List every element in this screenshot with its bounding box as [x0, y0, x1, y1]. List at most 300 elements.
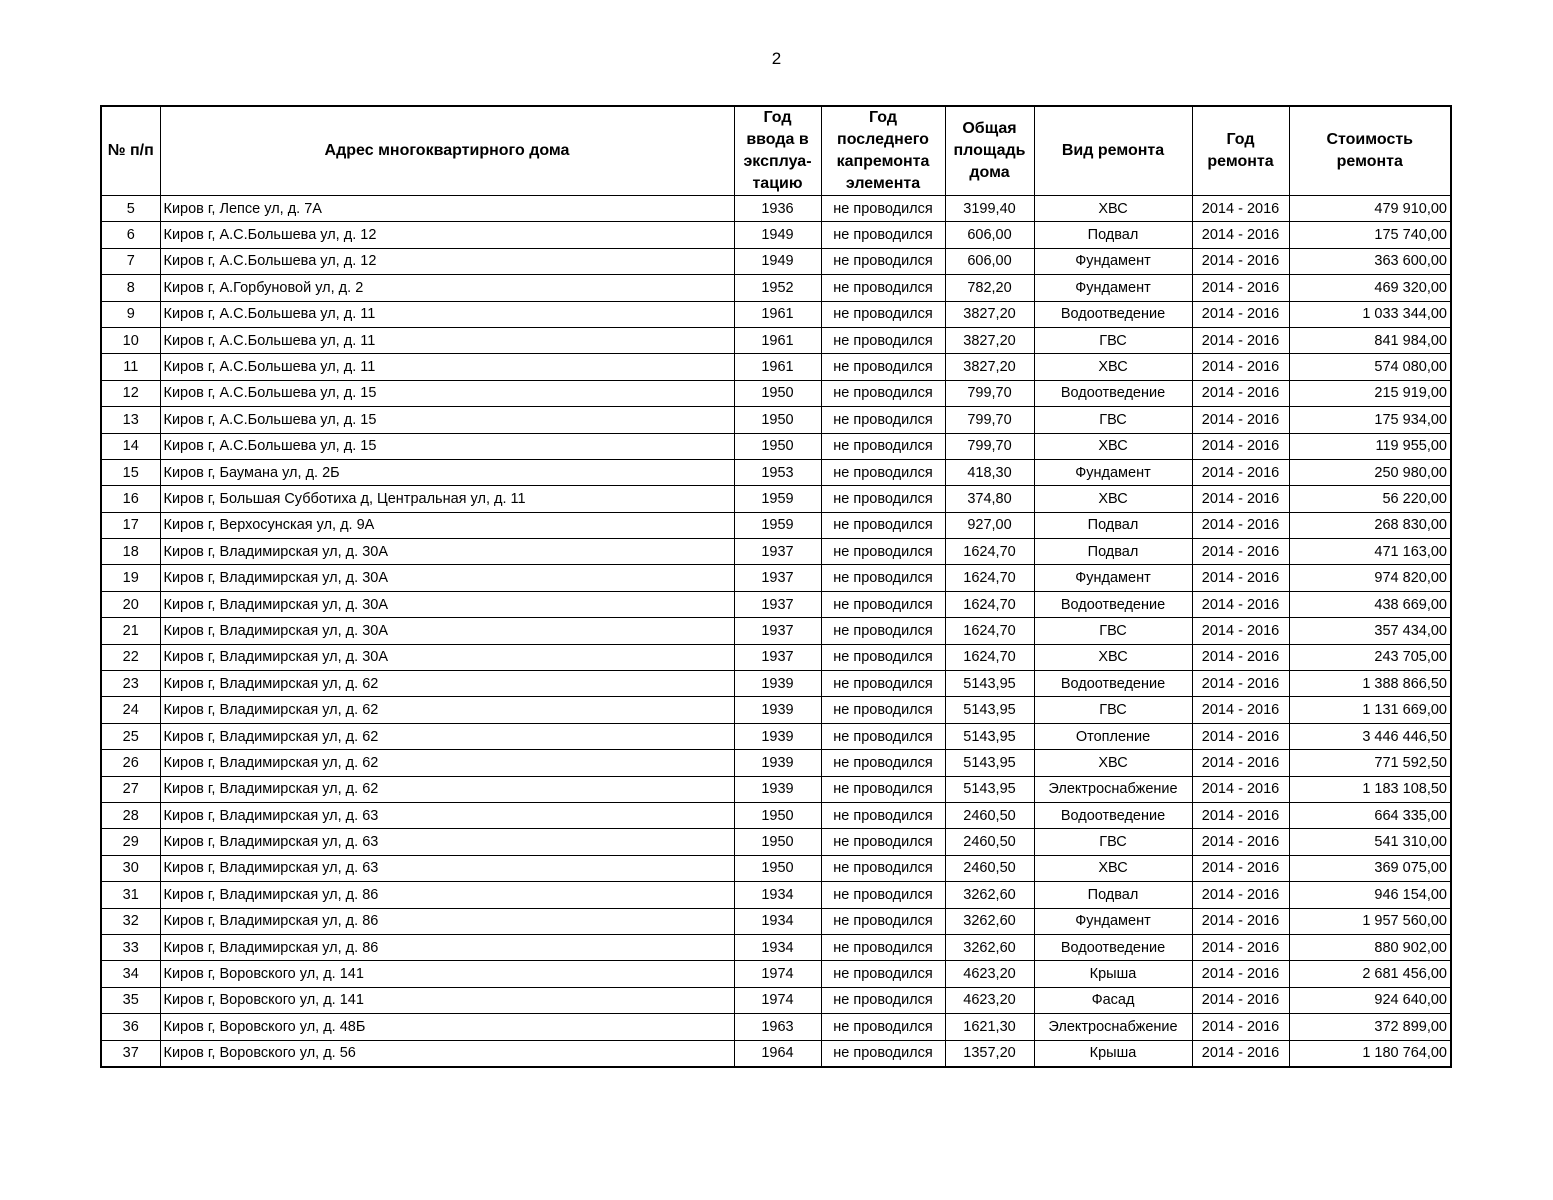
cell-num: 11 — [101, 354, 160, 380]
cell-num: 23 — [101, 671, 160, 697]
cell-repair-year: 2014 - 2016 — [1192, 196, 1289, 222]
cell-address: Киров г, Владимирская ул, д. 62 — [160, 671, 734, 697]
cell-repair-type: Подвал — [1034, 222, 1192, 248]
cell-year-built: 1937 — [734, 565, 821, 591]
cell-year-built: 1974 — [734, 987, 821, 1013]
cell-year-built: 1934 — [734, 934, 821, 960]
repair-table — [100, 105, 1452, 1068]
cell-repair-type: Электроснабжение — [1034, 1014, 1192, 1040]
cell-repair-year: 2014 - 2016 — [1192, 354, 1289, 380]
cell-num: 12 — [101, 380, 160, 406]
cell-last-repair: не проводился — [821, 671, 945, 697]
cell-cost: 574 080,00 — [1289, 354, 1451, 380]
cell-address: Киров г, Владимирская ул, д. 30А — [160, 618, 734, 644]
cell-year-built: 1959 — [734, 486, 821, 512]
cell-num: 6 — [101, 222, 160, 248]
cell-repair-type: Крыша — [1034, 1040, 1192, 1067]
cell-repair-type: Фасад — [1034, 987, 1192, 1013]
cell-area: 799,70 — [945, 433, 1034, 459]
table-row — [101, 433, 1451, 459]
cell-repair-year: 2014 - 2016 — [1192, 407, 1289, 433]
table-row — [101, 275, 1451, 301]
cell-repair-type: Подвал — [1034, 882, 1192, 908]
cell-address: Киров г, А.С.Большева ул, д. 11 — [160, 301, 734, 327]
cell-address: Киров г, Владимирская ул, д. 63 — [160, 829, 734, 855]
cell-cost: 541 310,00 — [1289, 829, 1451, 855]
table-row — [101, 882, 1451, 908]
cell-area: 3827,20 — [945, 354, 1034, 380]
cell-address: Киров г, А.С.Большева ул, д. 15 — [160, 407, 734, 433]
cell-num: 9 — [101, 301, 160, 327]
cell-area: 1624,70 — [945, 591, 1034, 617]
header-year-built: Год ввода в эксплуа-тацию — [734, 106, 821, 196]
cell-cost: 372 899,00 — [1289, 1014, 1451, 1040]
cell-repair-year: 2014 - 2016 — [1192, 486, 1289, 512]
cell-last-repair: не проводился — [821, 1040, 945, 1067]
cell-address: Киров г, А.С.Большева ул, д. 11 — [160, 327, 734, 353]
cell-num: 14 — [101, 433, 160, 459]
cell-last-repair: не проводился — [821, 961, 945, 987]
cell-repair-year: 2014 - 2016 — [1192, 829, 1289, 855]
cell-last-repair: не проводился — [821, 855, 945, 881]
table-row — [101, 380, 1451, 406]
cell-repair-year: 2014 - 2016 — [1192, 459, 1289, 485]
cell-address: Киров г, А.Горбуновой ул, д. 2 — [160, 275, 734, 301]
cell-repair-type: ХВС — [1034, 855, 1192, 881]
cell-repair-year: 2014 - 2016 — [1192, 327, 1289, 353]
cell-cost: 175 934,00 — [1289, 407, 1451, 433]
cell-num: 8 — [101, 275, 160, 301]
cell-area: 5143,95 — [945, 750, 1034, 776]
cell-repair-type: ХВС — [1034, 644, 1192, 670]
cell-num: 33 — [101, 934, 160, 960]
cell-repair-type: ГВС — [1034, 618, 1192, 644]
cell-repair-year: 2014 - 2016 — [1192, 723, 1289, 749]
cell-last-repair: не проводился — [821, 327, 945, 353]
cell-area: 3262,60 — [945, 908, 1034, 934]
cell-cost: 1 033 344,00 — [1289, 301, 1451, 327]
cell-num: 24 — [101, 697, 160, 723]
cell-address: Киров г, Воровского ул, д. 56 — [160, 1040, 734, 1067]
cell-last-repair: не проводился — [821, 697, 945, 723]
cell-num: 30 — [101, 855, 160, 881]
cell-last-repair: не проводился — [821, 618, 945, 644]
cell-cost: 1 183 108,50 — [1289, 776, 1451, 802]
cell-repair-type: ХВС — [1034, 486, 1192, 512]
cell-last-repair: не проводился — [821, 433, 945, 459]
table-row — [101, 248, 1451, 274]
cell-area: 606,00 — [945, 248, 1034, 274]
cell-cost: 357 434,00 — [1289, 618, 1451, 644]
cell-area: 1624,70 — [945, 644, 1034, 670]
header-repair-year: Год ремонта — [1192, 106, 1289, 196]
cell-repair-type: ХВС — [1034, 433, 1192, 459]
cell-num: 10 — [101, 327, 160, 353]
cell-area: 1624,70 — [945, 565, 1034, 591]
table-row — [101, 987, 1451, 1013]
cell-repair-year: 2014 - 2016 — [1192, 987, 1289, 1013]
cell-address: Киров г, Большая Субботиха д, Центральная ул, д. 11 — [160, 486, 734, 512]
table-row — [101, 539, 1451, 565]
cell-address: Киров г, Владимирская ул, д. 30А — [160, 644, 734, 670]
cell-repair-year: 2014 - 2016 — [1192, 512, 1289, 538]
cell-repair-year: 2014 - 2016 — [1192, 644, 1289, 670]
cell-num: 20 — [101, 591, 160, 617]
cell-repair-year: 2014 - 2016 — [1192, 908, 1289, 934]
cell-last-repair: не проводился — [821, 987, 945, 1013]
cell-cost: 3 446 446,50 — [1289, 723, 1451, 749]
table-row — [101, 908, 1451, 934]
table-row — [101, 407, 1451, 433]
table-row — [101, 671, 1451, 697]
cell-year-built: 1939 — [734, 697, 821, 723]
cell-cost: 841 984,00 — [1289, 327, 1451, 353]
cell-last-repair: не проводился — [821, 750, 945, 776]
cell-area: 5143,95 — [945, 671, 1034, 697]
cell-area: 3199,40 — [945, 196, 1034, 222]
cell-last-repair: не проводился — [821, 776, 945, 802]
cell-repair-type: Фундамент — [1034, 275, 1192, 301]
cell-year-built: 1950 — [734, 829, 821, 855]
table-row — [101, 222, 1451, 248]
cell-address: Киров г, А.С.Большева ул, д. 15 — [160, 433, 734, 459]
cell-area: 5143,95 — [945, 697, 1034, 723]
cell-repair-type: ГВС — [1034, 407, 1192, 433]
cell-cost: 215 919,00 — [1289, 380, 1451, 406]
cell-repair-type: Фундамент — [1034, 565, 1192, 591]
cell-last-repair: не проводился — [821, 644, 945, 670]
cell-cost: 250 980,00 — [1289, 459, 1451, 485]
cell-repair-year: 2014 - 2016 — [1192, 961, 1289, 987]
cell-num: 18 — [101, 539, 160, 565]
cell-last-repair: не проводился — [821, 512, 945, 538]
cell-year-built: 1950 — [734, 802, 821, 828]
cell-year-built: 1939 — [734, 671, 821, 697]
cell-year-built: 1964 — [734, 1040, 821, 1067]
table-row — [101, 644, 1451, 670]
cell-area: 3827,20 — [945, 301, 1034, 327]
table-body — [101, 196, 1451, 1067]
cell-repair-type: Водоотведение — [1034, 301, 1192, 327]
cell-address: Киров г, А.С.Большева ул, д. 11 — [160, 354, 734, 380]
cell-cost: 268 830,00 — [1289, 512, 1451, 538]
cell-num: 15 — [101, 459, 160, 485]
cell-repair-type: Водоотведение — [1034, 671, 1192, 697]
cell-area: 2460,50 — [945, 829, 1034, 855]
cell-repair-year: 2014 - 2016 — [1192, 565, 1289, 591]
cell-repair-year: 2014 - 2016 — [1192, 750, 1289, 776]
cell-area: 2460,50 — [945, 802, 1034, 828]
cell-year-built: 1937 — [734, 591, 821, 617]
cell-year-built: 1949 — [734, 222, 821, 248]
cell-num: 22 — [101, 644, 160, 670]
cell-area: 3262,60 — [945, 882, 1034, 908]
table-row — [101, 723, 1451, 749]
cell-repair-type: ХВС — [1034, 196, 1192, 222]
cell-last-repair: не проводился — [821, 301, 945, 327]
header-last-repair: Год последнего капремонта элемента — [821, 106, 945, 196]
table-row — [101, 1040, 1451, 1067]
cell-last-repair: не проводился — [821, 908, 945, 934]
cell-year-built: 1961 — [734, 301, 821, 327]
cell-year-built: 1939 — [734, 750, 821, 776]
cell-num: 29 — [101, 829, 160, 855]
table-row — [101, 829, 1451, 855]
cell-cost: 469 320,00 — [1289, 275, 1451, 301]
cell-cost: 363 600,00 — [1289, 248, 1451, 274]
cell-area: 4623,20 — [945, 987, 1034, 1013]
cell-last-repair: не проводился — [821, 380, 945, 406]
cell-last-repair: не проводился — [821, 196, 945, 222]
table-row — [101, 1014, 1451, 1040]
cell-repair-type: Крыша — [1034, 961, 1192, 987]
cell-area: 418,30 — [945, 459, 1034, 485]
cell-repair-year: 2014 - 2016 — [1192, 1040, 1289, 1067]
cell-repair-type: ХВС — [1034, 750, 1192, 776]
cell-address: Киров г, Владимирская ул, д. 86 — [160, 908, 734, 934]
cell-cost: 974 820,00 — [1289, 565, 1451, 591]
header-address: Адрес многоквартирного дома — [160, 106, 734, 196]
cell-year-built: 1939 — [734, 723, 821, 749]
cell-last-repair: не проводился — [821, 591, 945, 617]
cell-last-repair: не проводился — [821, 222, 945, 248]
table-row — [101, 512, 1451, 538]
table-row — [101, 934, 1451, 960]
header-repair-type: Вид ремонта — [1034, 106, 1192, 196]
cell-cost: 438 669,00 — [1289, 591, 1451, 617]
cell-repair-year: 2014 - 2016 — [1192, 222, 1289, 248]
table-row — [101, 750, 1451, 776]
cell-year-built: 1934 — [734, 882, 821, 908]
table-header-row — [101, 106, 1451, 196]
cell-area: 799,70 — [945, 407, 1034, 433]
cell-year-built: 1937 — [734, 644, 821, 670]
cell-area: 927,00 — [945, 512, 1034, 538]
cell-year-built: 1937 — [734, 539, 821, 565]
cell-repair-year: 2014 - 2016 — [1192, 697, 1289, 723]
cell-cost: 771 592,50 — [1289, 750, 1451, 776]
cell-cost: 369 075,00 — [1289, 855, 1451, 881]
cell-repair-type: ГВС — [1034, 697, 1192, 723]
cell-repair-type: Водоотведение — [1034, 802, 1192, 828]
cell-year-built: 1950 — [734, 433, 821, 459]
cell-cost: 175 740,00 — [1289, 222, 1451, 248]
cell-address: Киров г, Владимирская ул, д. 30А — [160, 565, 734, 591]
cell-address: Киров г, Владимирская ул, д. 62 — [160, 723, 734, 749]
cell-area: 5143,95 — [945, 723, 1034, 749]
cell-cost: 479 910,00 — [1289, 196, 1451, 222]
table-row — [101, 961, 1451, 987]
header-num: № п/п — [101, 106, 160, 196]
cell-last-repair: не проводился — [821, 1014, 945, 1040]
cell-cost: 1 131 669,00 — [1289, 697, 1451, 723]
cell-address: Киров г, Владимирская ул, д. 30А — [160, 539, 734, 565]
cell-num: 13 — [101, 407, 160, 433]
cell-cost: 56 220,00 — [1289, 486, 1451, 512]
cell-year-built: 1952 — [734, 275, 821, 301]
cell-num: 35 — [101, 987, 160, 1013]
cell-last-repair: не проводился — [821, 882, 945, 908]
cell-num: 26 — [101, 750, 160, 776]
cell-repair-year: 2014 - 2016 — [1192, 618, 1289, 644]
cell-area: 799,70 — [945, 380, 1034, 406]
cell-address: Киров г, Владимирская ул, д. 62 — [160, 697, 734, 723]
cell-repair-type: Фундамент — [1034, 248, 1192, 274]
cell-cost: 924 640,00 — [1289, 987, 1451, 1013]
table-row — [101, 697, 1451, 723]
cell-area: 1357,20 — [945, 1040, 1034, 1067]
cell-year-built: 1936 — [734, 196, 821, 222]
table-row — [101, 618, 1451, 644]
cell-address: Киров г, Воровского ул, д. 48Б — [160, 1014, 734, 1040]
cell-year-built: 1949 — [734, 248, 821, 274]
cell-cost: 880 902,00 — [1289, 934, 1451, 960]
cell-area: 3262,60 — [945, 934, 1034, 960]
cell-last-repair: не проводился — [821, 459, 945, 485]
cell-cost: 471 163,00 — [1289, 539, 1451, 565]
table-row — [101, 802, 1451, 828]
table-row — [101, 776, 1451, 802]
cell-num: 17 — [101, 512, 160, 538]
cell-last-repair: не проводился — [821, 829, 945, 855]
cell-repair-year: 2014 - 2016 — [1192, 802, 1289, 828]
cell-year-built: 1961 — [734, 327, 821, 353]
cell-num: 37 — [101, 1040, 160, 1067]
cell-cost: 243 705,00 — [1289, 644, 1451, 670]
cell-repair-year: 2014 - 2016 — [1192, 433, 1289, 459]
table-row — [101, 327, 1451, 353]
cell-area: 374,80 — [945, 486, 1034, 512]
cell-repair-year: 2014 - 2016 — [1192, 591, 1289, 617]
cell-num: 16 — [101, 486, 160, 512]
cell-area: 3827,20 — [945, 327, 1034, 353]
cell-repair-type: ГВС — [1034, 327, 1192, 353]
cell-address: Киров г, А.С.Большева ул, д. 12 — [160, 248, 734, 274]
cell-address: Киров г, Владимирская ул, д. 62 — [160, 750, 734, 776]
table-row — [101, 565, 1451, 591]
cell-repair-year: 2014 - 2016 — [1192, 380, 1289, 406]
cell-repair-type: Фундамент — [1034, 459, 1192, 485]
cell-address: Киров г, Владимирская ул, д. 30А — [160, 591, 734, 617]
cell-repair-year: 2014 - 2016 — [1192, 855, 1289, 881]
cell-repair-year: 2014 - 2016 — [1192, 248, 1289, 274]
cell-num: 5 — [101, 196, 160, 222]
cell-repair-type: Водоотведение — [1034, 934, 1192, 960]
cell-num: 21 — [101, 618, 160, 644]
cell-repair-type: ХВС — [1034, 354, 1192, 380]
cell-num: 28 — [101, 802, 160, 828]
cell-repair-year: 2014 - 2016 — [1192, 934, 1289, 960]
cell-area: 1624,70 — [945, 618, 1034, 644]
cell-cost: 119 955,00 — [1289, 433, 1451, 459]
cell-cost: 1 957 560,00 — [1289, 908, 1451, 934]
cell-area: 1621,30 — [945, 1014, 1034, 1040]
cell-cost: 1 180 764,00 — [1289, 1040, 1451, 1067]
cell-num: 7 — [101, 248, 160, 274]
cell-repair-year: 2014 - 2016 — [1192, 671, 1289, 697]
cell-address: Киров г, Лепсе ул, д. 7А — [160, 196, 734, 222]
table-row — [101, 196, 1451, 222]
cell-address: Киров г, Баумана ул, д. 2Б — [160, 459, 734, 485]
cell-repair-type: Подвал — [1034, 512, 1192, 538]
table-row — [101, 301, 1451, 327]
cell-area: 5143,95 — [945, 776, 1034, 802]
cell-num: 25 — [101, 723, 160, 749]
cell-address: Киров г, Верхосунская ул, д. 9А — [160, 512, 734, 538]
cell-repair-type: Водоотведение — [1034, 380, 1192, 406]
cell-address: Киров г, Владимирская ул, д. 63 — [160, 802, 734, 828]
cell-address: Киров г, Владимирская ул, д. 62 — [160, 776, 734, 802]
page-number: 2 — [771, 49, 782, 68]
cell-repair-type: Электроснабжение — [1034, 776, 1192, 802]
cell-num: 27 — [101, 776, 160, 802]
cell-num: 34 — [101, 961, 160, 987]
cell-address: Киров г, А.С.Большева ул, д. 15 — [160, 380, 734, 406]
cell-address: Киров г, Владимирская ул, д. 86 — [160, 882, 734, 908]
table-row — [101, 354, 1451, 380]
cell-area: 4623,20 — [945, 961, 1034, 987]
cell-cost: 1 388 866,50 — [1289, 671, 1451, 697]
cell-year-built: 1934 — [734, 908, 821, 934]
cell-cost: 2 681 456,00 — [1289, 961, 1451, 987]
cell-repair-type: Подвал — [1034, 539, 1192, 565]
cell-num: 32 — [101, 908, 160, 934]
cell-year-built: 1953 — [734, 459, 821, 485]
cell-repair-type: ГВС — [1034, 829, 1192, 855]
cell-area: 1624,70 — [945, 539, 1034, 565]
cell-num: 31 — [101, 882, 160, 908]
cell-repair-year: 2014 - 2016 — [1192, 882, 1289, 908]
cell-address: Киров г, Владимирская ул, д. 63 — [160, 855, 734, 881]
cell-repair-year: 2014 - 2016 — [1192, 539, 1289, 565]
cell-repair-type: Фундамент — [1034, 908, 1192, 934]
cell-year-built: 1939 — [734, 776, 821, 802]
cell-last-repair: не проводился — [821, 934, 945, 960]
cell-year-built: 1961 — [734, 354, 821, 380]
cell-last-repair: не проводился — [821, 539, 945, 565]
cell-year-built: 1950 — [734, 407, 821, 433]
table-row — [101, 459, 1451, 485]
header-area: Общая площадь дома — [945, 106, 1034, 196]
table-row — [101, 486, 1451, 512]
cell-area: 782,20 — [945, 275, 1034, 301]
cell-repair-type: Водоотведение — [1034, 591, 1192, 617]
cell-year-built: 1937 — [734, 618, 821, 644]
cell-cost: 946 154,00 — [1289, 882, 1451, 908]
cell-address: Киров г, Воровского ул, д. 141 — [160, 961, 734, 987]
cell-address: Киров г, А.С.Большева ул, д. 12 — [160, 222, 734, 248]
cell-year-built: 1950 — [734, 380, 821, 406]
cell-repair-year: 2014 - 2016 — [1192, 275, 1289, 301]
cell-year-built: 1950 — [734, 855, 821, 881]
cell-last-repair: не проводился — [821, 407, 945, 433]
cell-last-repair: не проводился — [821, 723, 945, 749]
cell-last-repair: не проводился — [821, 275, 945, 301]
cell-last-repair: не проводился — [821, 248, 945, 274]
table-row — [101, 591, 1451, 617]
cell-last-repair: не проводился — [821, 354, 945, 380]
cell-last-repair: не проводился — [821, 565, 945, 591]
cell-address: Киров г, Воровского ул, д. 141 — [160, 987, 734, 1013]
cell-cost: 664 335,00 — [1289, 802, 1451, 828]
table-row — [101, 855, 1451, 881]
cell-repair-type: Отопление — [1034, 723, 1192, 749]
cell-num: 19 — [101, 565, 160, 591]
cell-address: Киров г, Владимирская ул, д. 86 — [160, 934, 734, 960]
cell-year-built: 1974 — [734, 961, 821, 987]
header-cost: Стоимость ремонта — [1289, 106, 1451, 196]
cell-year-built: 1959 — [734, 512, 821, 538]
